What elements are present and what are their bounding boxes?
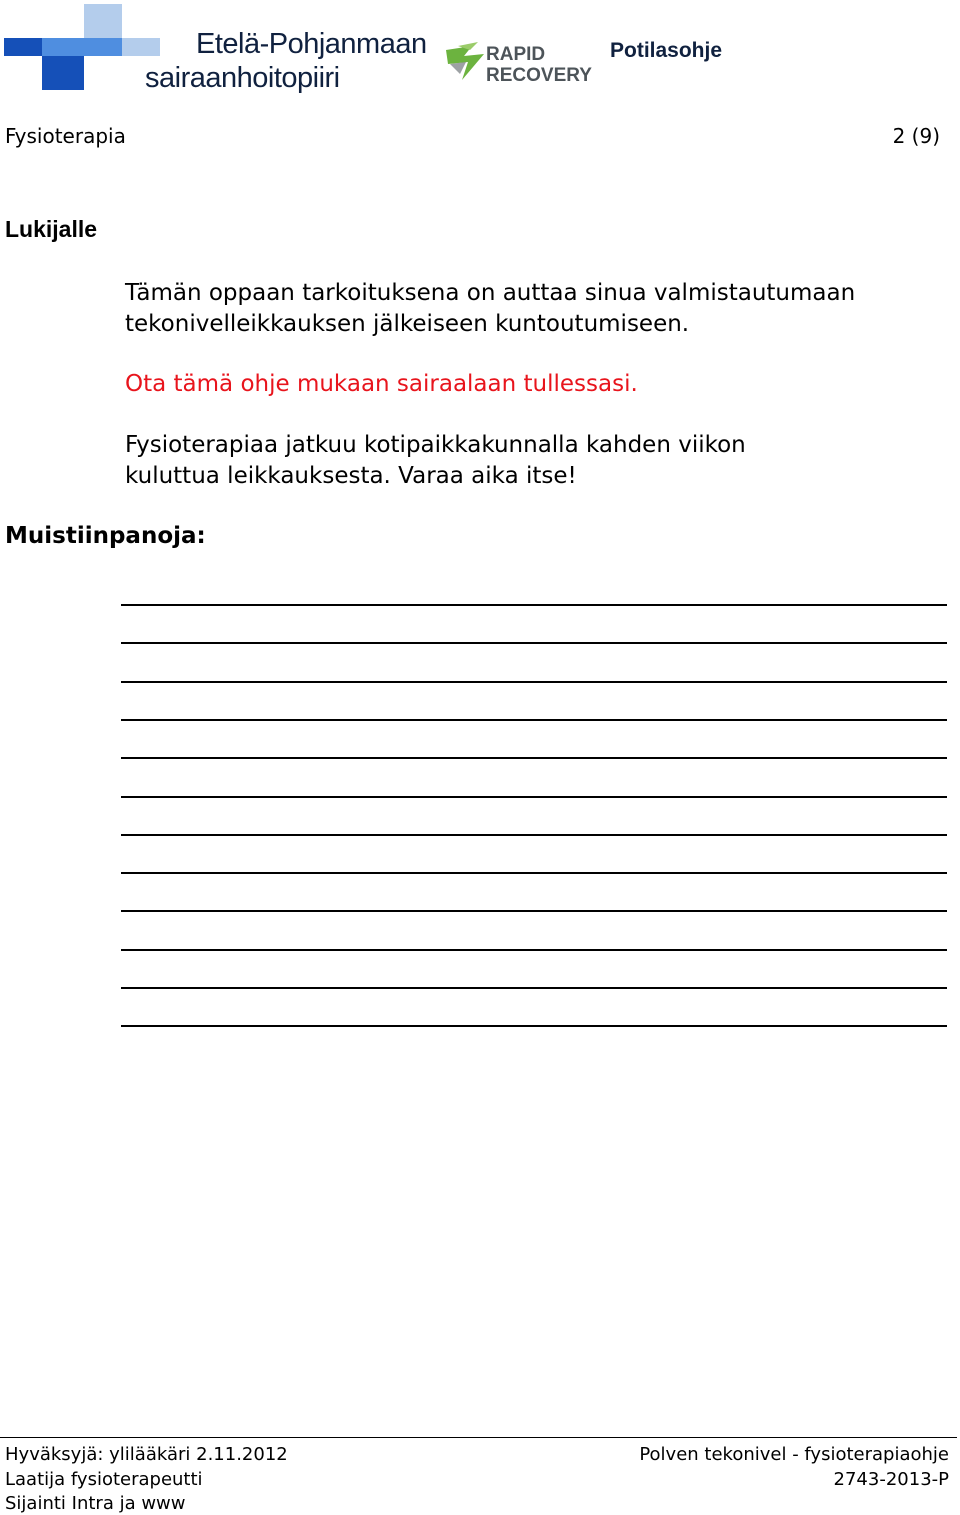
org-name-line1: Etelä-Pohjanmaan [196,28,427,60]
intro-paragraph [125,278,855,340]
note-line [121,910,947,912]
note-line [121,796,947,798]
footer-location: Sijainti Intra ja www [5,1493,186,1514]
footer-author: Laatija fysioterapeutti [5,1469,203,1490]
medical-cross-icon [4,4,160,90]
green-swoosh-icon [444,40,488,84]
org-name-line2: sairaanhoitopiiri [145,62,340,94]
followup-line-1: Fysioterapiaa jatkuu kotipaikkakunnalla kahden viikon [125,432,746,458]
note-line [121,642,947,644]
followup-paragraph [125,430,746,492]
intro-line-2: tekonivelleikkauksen jälkeiseen kuntoutumiseen. [125,311,690,337]
footer-document-title: Polven tekonivel - fysioterapiaohje [639,1444,949,1465]
note-line [121,757,947,759]
note-line [121,719,947,721]
notes-label: Muistiinpanoja: [5,523,206,549]
notice-text: Ota tämä ohje mukaan sairaalaan tullessasi. [125,371,638,397]
followup-line-2: kuluttua leikkauksesta. Varaa aika itse! [125,463,577,489]
note-line [121,872,947,874]
footer-divider [0,1437,957,1438]
document-type: Potilasohje [610,39,723,62]
footer-approved-by: Hyväksyjä: ylilääkäri 2.11.2012 [5,1444,288,1465]
section-title: Lukijalle [5,216,98,242]
footer-document-code: 2743-2013-P [833,1469,949,1490]
partner-logo [444,38,594,90]
note-line [121,834,947,836]
department-label: Fysioterapia [5,124,126,148]
note-line [121,1025,947,1027]
intro-line-1: Tämän oppaan tarkoituksena on auttaa sinua valmistautumaan [125,280,856,306]
page-number: 2 (9) [892,124,940,148]
partner-logo-line2: RECOVERY [486,65,592,86]
note-line [121,681,947,683]
note-line [121,987,947,989]
note-line [121,949,947,951]
partner-logo-line1: RAPID [486,44,546,65]
note-line [121,604,947,606]
